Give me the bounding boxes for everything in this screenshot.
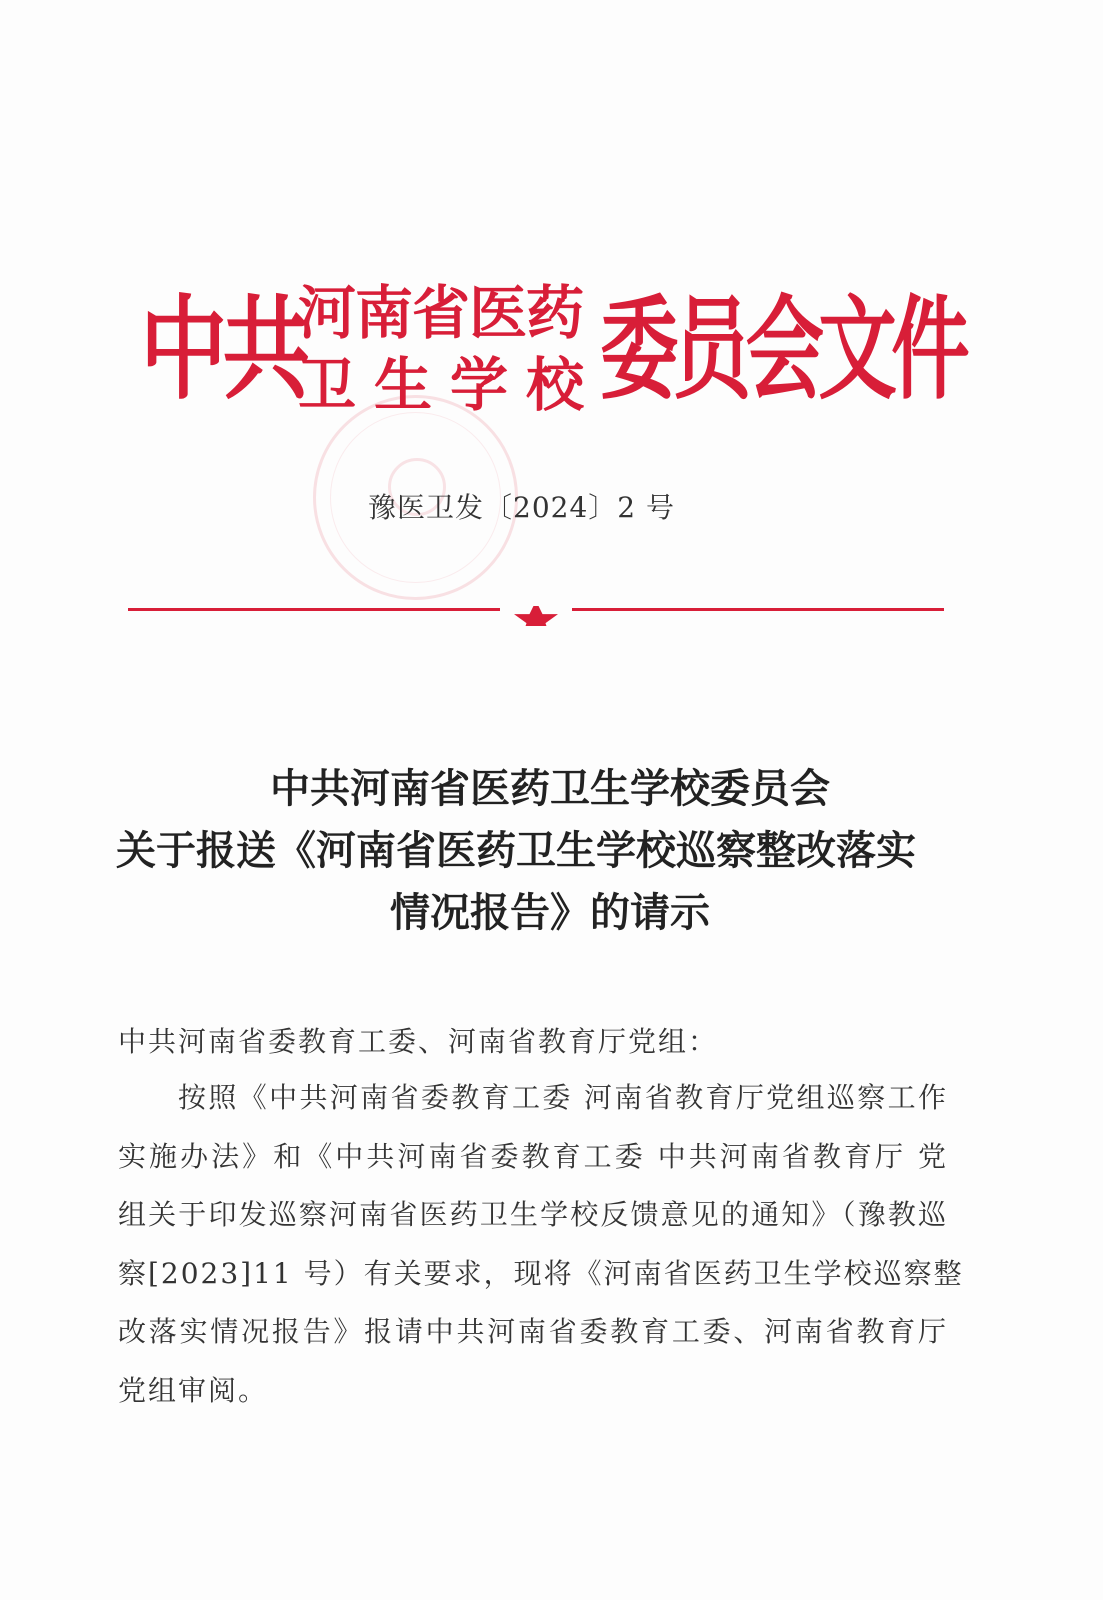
- red-separator: [128, 606, 944, 626]
- body-line: 改落实情况报告》报请中共河南省委教育工委、河南省教育厅: [118, 1315, 948, 1349]
- separator-line-right: [572, 608, 944, 611]
- masthead-left: 中共: [140, 284, 306, 415]
- masthead-org-line2: 卫生学校: [298, 351, 603, 419]
- separator-line-left: [128, 608, 500, 611]
- title-line-1: 中共河南省医药卫生学校委员会: [270, 765, 830, 812]
- masthead-org-line1: 河南省医药: [298, 279, 584, 347]
- body-line: 组关于印发巡察河南省医药卫生学校反馈意见的通知》（豫教巡: [118, 1198, 948, 1232]
- document-number: 豫医卫发〔2024〕2 号: [368, 491, 675, 524]
- salutation: 中共河南省委教育工委、河南省教育厅党组：: [118, 1025, 719, 1058]
- red-star-icon: [514, 606, 558, 626]
- title-line-3: 情况报告》的请示: [390, 889, 710, 936]
- masthead-org-name: [298, 279, 603, 420]
- masthead-right: 委员会文件: [600, 284, 964, 415]
- body-line: 按照《中共河南省委教育工委 河南省教育厅党组巡察工作: [178, 1081, 948, 1114]
- title-line-2: 关于报送《河南省医药卫生学校巡察整改落实: [116, 827, 916, 874]
- red-masthead: [140, 270, 964, 430]
- body-line: 党组审阅。: [118, 1373, 269, 1407]
- document-title: [100, 758, 1000, 944]
- body-line: 实施办法》和《中共河南省委教育工委 中共河南省教育厅 党: [118, 1139, 948, 1173]
- body-line: 察[2023]11 号）有关要求，现将《河南省医药卫生学校巡察整: [118, 1256, 964, 1290]
- body-paragraph: [118, 1078, 964, 1430]
